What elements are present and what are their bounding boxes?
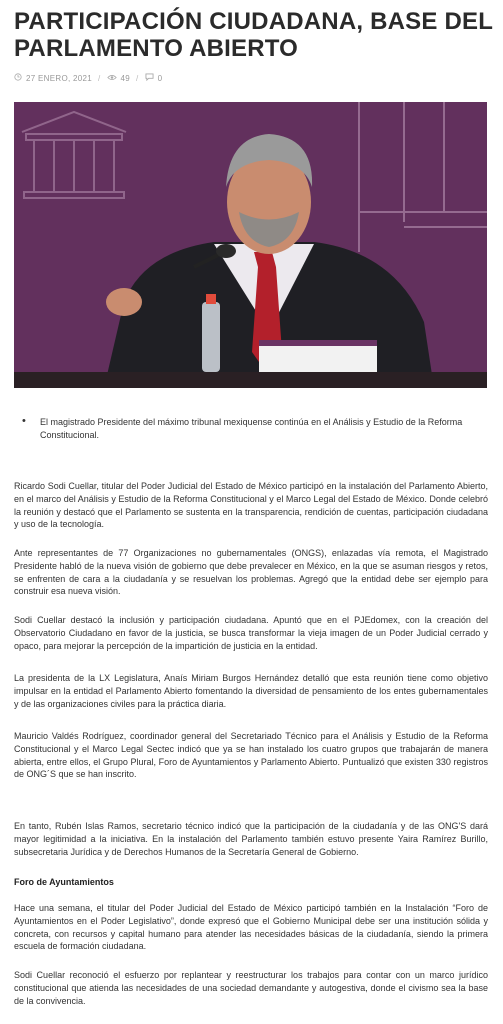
article-date: 27 ENERO, 2021 <box>26 73 93 83</box>
article-comments[interactable]: 0 <box>157 73 163 83</box>
article-photo <box>14 102 487 388</box>
article-paragraph: Sodi Cuellar destacó la inclusión y participación ciudadana. Apuntó que en el PJEdomex, con la creación del Observatorio Ciudadano en favor de la justicia, se busca transformar la vieja imagen de un Poder Judicial cerrado y opaco, para mejorar la percepción de la impartición de justicia en la entidad. <box>14 615 488 651</box>
article-paragraph: En tanto, Rubén Islas Ramos, secretario técnico indicó que la participación de la ciudadanía y de las ONG'S dará mayor legitimidad a la iniciativa. En la instalación del Parlamento también estuvo presente Yaira Ramírez Burillo, subsecretaria Jurídica y de Derechos Humanos de la Secretaría General de Gobierno. <box>14 821 488 857</box>
meta-separator: / <box>98 73 101 83</box>
comment-icon[interactable] <box>145 73 154 83</box>
photo-illustration <box>14 102 487 388</box>
section-subheading: Foro de Ayuntamientos <box>14 877 114 887</box>
clock-icon <box>14 73 22 83</box>
article-title: PARTICIPACIÓN CIUDADANA, BASE DEL PARLAMENTO ABIERTO <box>14 8 493 62</box>
article-paragraph: Ante representantes de 77 Organizaciones no gubernamentales (ONGS), enlazadas vía remota, el Magistrado Presidente habló de la nueva visión de gobierno que debe prevalecer en México, en la que se asuman riesgos y retos, se enfrenten de cara a la ciudadanía y se resuelvan los problemas. Agregó que la entidad debe ser ejemplo para construir esa nueva visión. <box>14 548 488 597</box>
summary-bullets <box>22 416 484 441</box>
eye-icon <box>107 73 117 83</box>
meta-separator: / <box>136 73 139 83</box>
article-paragraph: Mauricio Valdés Rodríguez, coordinador general del Secretariado Técnico para el Análisis y Estudio de la Reforma Constitucional y el Marco Legal Sectec indicó que ya se han instalado los cuatro grupos que trabajarán de manera abierta, entre ellos, el Grupo Plural, Foro de Ayuntamientos y Parlamento Abierto. Puntualizó que existen 330 registros de ONG´S que se han inscrito. <box>14 731 488 780</box>
list-item: • El magistrado Presidente del máximo tribunal mexiquense continúa en el Análisis y Estudio de la Reforma Constitucional. <box>22 416 484 441</box>
article-paragraph: Hace una semana, el titular del Poder Judicial del Estado de México participó también en la Instalación “Foro de Ayuntamientos en el Poder Legislativo”, donde expresó que el Gobierno Municipal debe ser una institución sólida y concreta, con recursos y capital humano para atender las necesidades básicas de la ciudadanía, siendo la primera escuela de formación ciudadana. <box>14 903 488 952</box>
article-views: 49 <box>120 73 131 83</box>
article-paragraph: La presidenta de la LX Legislatura, Anaís Miriam Burgos Hernández detalló que esta reunión tiene como objetivo impulsar en la entidad el Parlamento Abierto fomentando la diversidad de pensamiento de los entes gubernamentales y de las organizaciones civiles para la práctica diaria. <box>14 673 488 709</box>
article-meta <box>14 73 162 83</box>
article-paragraph: Ricardo Sodi Cuellar, titular del Poder Judicial del Estado de México participó en la instalación del Parlamento Abierto, en el marco del Análisis y Estudio de la Reforma Constitucional y el Marco Legal del Estado de México. Donde celebró la reunión y destacó que el Parlamento se sustenta en la transparencia, rendición de cuentas, participación ciudadana y uso de la tecnología. <box>14 481 488 530</box>
article-paragraph: Sodi Cuellar reconoció el esfuerzo por replantear y reestructurar los trabajos para contar con un marco jurídico constitucional que atienda las necesidades de una sociedad demandante y autogestiva, donde el civismo sea la base de la convivencia. <box>14 970 488 1006</box>
